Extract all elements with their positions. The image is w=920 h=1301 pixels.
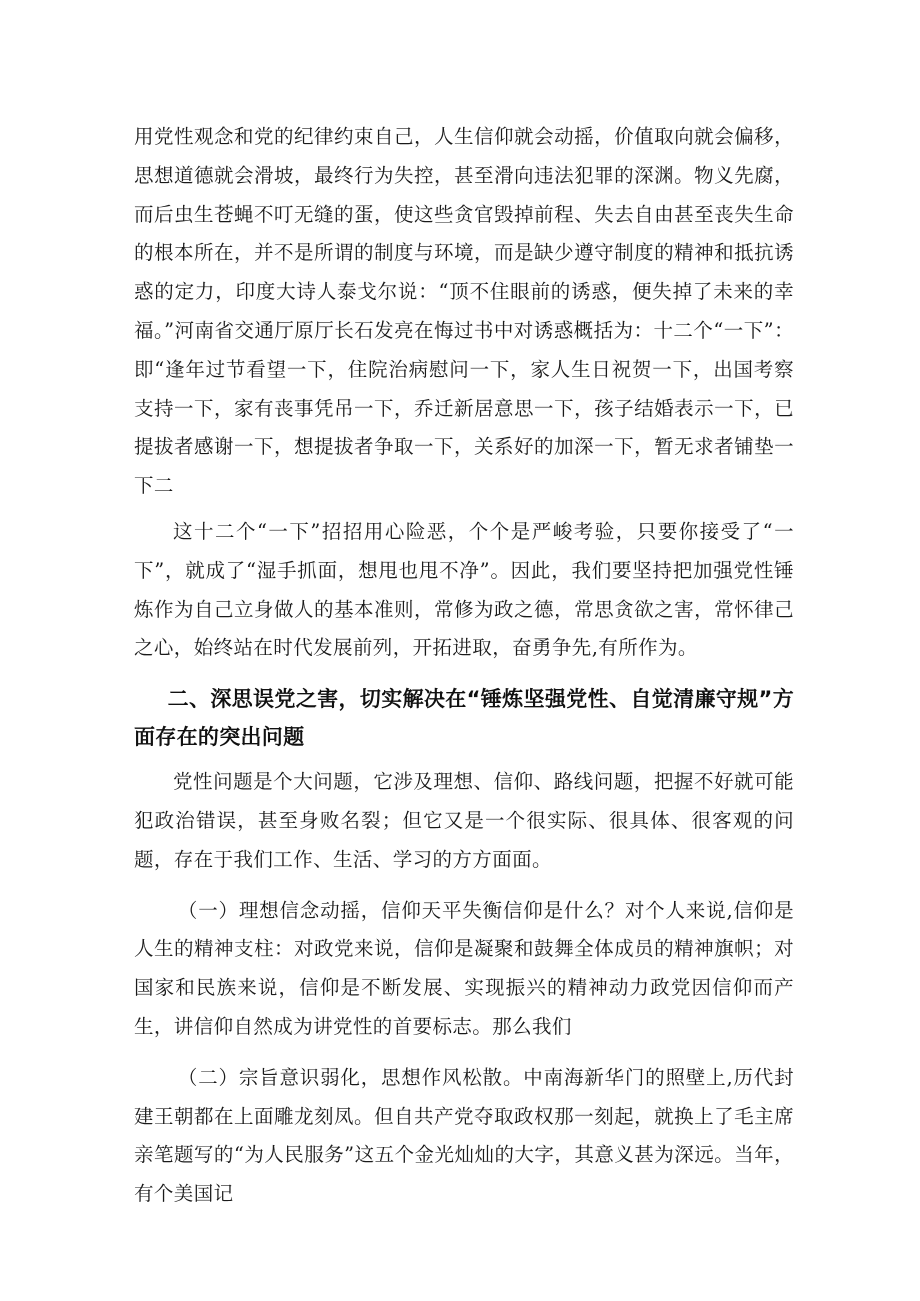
paragraph-spacer	[134, 506, 794, 513]
paragraph-twelve-yixia: 这十二个“一下”招招用心险恶，个个是严峻考验，只要你接受了“一下”，就成了“湿手抓面，想甩也甩不净”。因此，我们要坚持把加强党性锤炼作为自己立身做人的基本准则，常修为政之德，常思贪欲之害，常怀律己之心，始终站在时代发展前列，开拓进取，奋勇争先,有所作为。	[134, 519, 794, 660]
paragraph-sub-two-purpose: （二）宗旨意识弱化，思想作风松散。中南海新华门的照壁上,历代封建王朝都在上面雕龙刻凤。但自共产党夺取政权那一刻起，就换上了毛主席亲笔题写的“为人民服务”这五个金光灿灿的大字，其意义甚为深远。当年，有个美国记	[134, 1065, 794, 1206]
section-heading-two: 二、深思误党之害，切实解决在“锤炼坚强党性、自觉清廉守规”方面存在的突出问题	[134, 687, 794, 750]
paragraph-spacer	[134, 756, 794, 763]
paragraph-sub-one-belief: （一）理想信念动摇，信仰天平失衡信仰是什么？对个人来说,信仰是人生的精神支柱：对政党来说，信仰是凝聚和鼓舞全体成员的精神旗帜；对国家和民族来说，信仰是不断发展、实现振兴的精神动力政党因信仰而产生，讲信仰自然成为讲党性的首要标志。那么我们	[134, 898, 794, 1038]
paragraph-spacer	[134, 668, 794, 680]
paragraph-party-spirit-issue: 党性问题是个大问题，它涉及理想、信仰、路线问题，把握不好就可能犯政治错误，甚至身败名裂；但它又是一个很实际、很具体、很客观的问题，存在于我们工作、生活、学习的方方面面。	[134, 770, 794, 871]
paragraph-temptation: 用党性观念和党的纪律约束自己，人生信仰就会动摇，价值取向就会偏移，思想道德就会滑坡，最终行为失控，甚至滑向违法犯罪的深渊。物义先腐，而后虫生苍蝇不叮无缝的蛋，使这些贪官毁掉前程、失去自由甚至丧失生命的根本所在，并不是所谓的制度与环境，而是缺少遵守制度的精神和抵抗诱惑的定力，印度大诗人泰戈尔说：“顶不住眼前的诱惑，便失掉了未来的幸福。”河南省交通厅原厅长石发亮在悔过书中对诱惑概括为：十二个“一下”：即“逢年过节看望一下，住院治病慰问一下，家人生日祝贺一下，出国考察支持一下，家有丧事凭吊一下，乔迁新居意思一下，孩子结婚表示一下，已提拔者感谢一下，想提拔者争取一下，关系好的加深一下，暂无求者铺垫一下二	[134, 125, 794, 498]
paragraph-spacer	[134, 1047, 794, 1059]
document-body	[134, 118, 794, 1214]
paragraph-spacer	[134, 880, 794, 892]
